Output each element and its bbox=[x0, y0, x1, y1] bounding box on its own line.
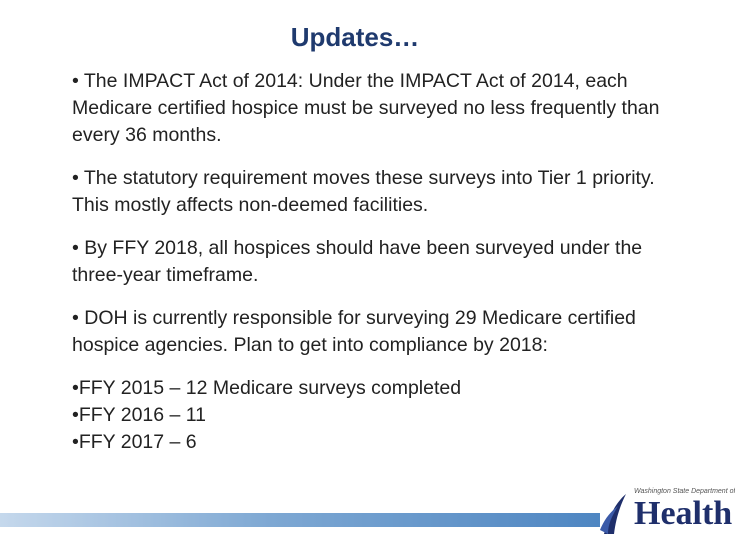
health-logo-mark-icon bbox=[596, 490, 636, 536]
paragraph-tier-priority: • The statutory requirement moves these surveys into Tier 1 priority. This mostly affects non-deemed facilities. bbox=[72, 167, 655, 216]
list-item-ffy-2017: •FFY 2017 – 6 bbox=[72, 431, 197, 453]
health-logo bbox=[596, 486, 735, 536]
ffy-survey-list bbox=[72, 375, 684, 456]
list-item-ffy-2015: •FFY 2015 – 12 Medicare surveys completed bbox=[72, 377, 462, 399]
slide-title: Updates… bbox=[290, 22, 420, 52]
paragraph-impact-act: • The IMPACT Act of 2014: Under the IMPACT Act of 2014, each Medicare certified hospice must be surveyed no less frequently than every 36 months. bbox=[72, 70, 660, 146]
logo-word: Health bbox=[634, 495, 733, 532]
footer-gradient-bar bbox=[0, 513, 600, 527]
logo-caption: Washington State Department of bbox=[634, 488, 735, 495]
paragraph-ffy-2018: • By FFY 2018, all hospices should have been surveyed under the three-year timeframe. bbox=[72, 237, 643, 286]
paragraph-doh-responsibility: • DOH is currently responsible for surveying 29 Medicare certified hospice agencies. Plan to get into compliance by 2018: bbox=[72, 307, 636, 356]
list-item-ffy-2016: •FFY 2016 – 11 bbox=[72, 404, 207, 426]
slide-body bbox=[72, 68, 684, 456]
